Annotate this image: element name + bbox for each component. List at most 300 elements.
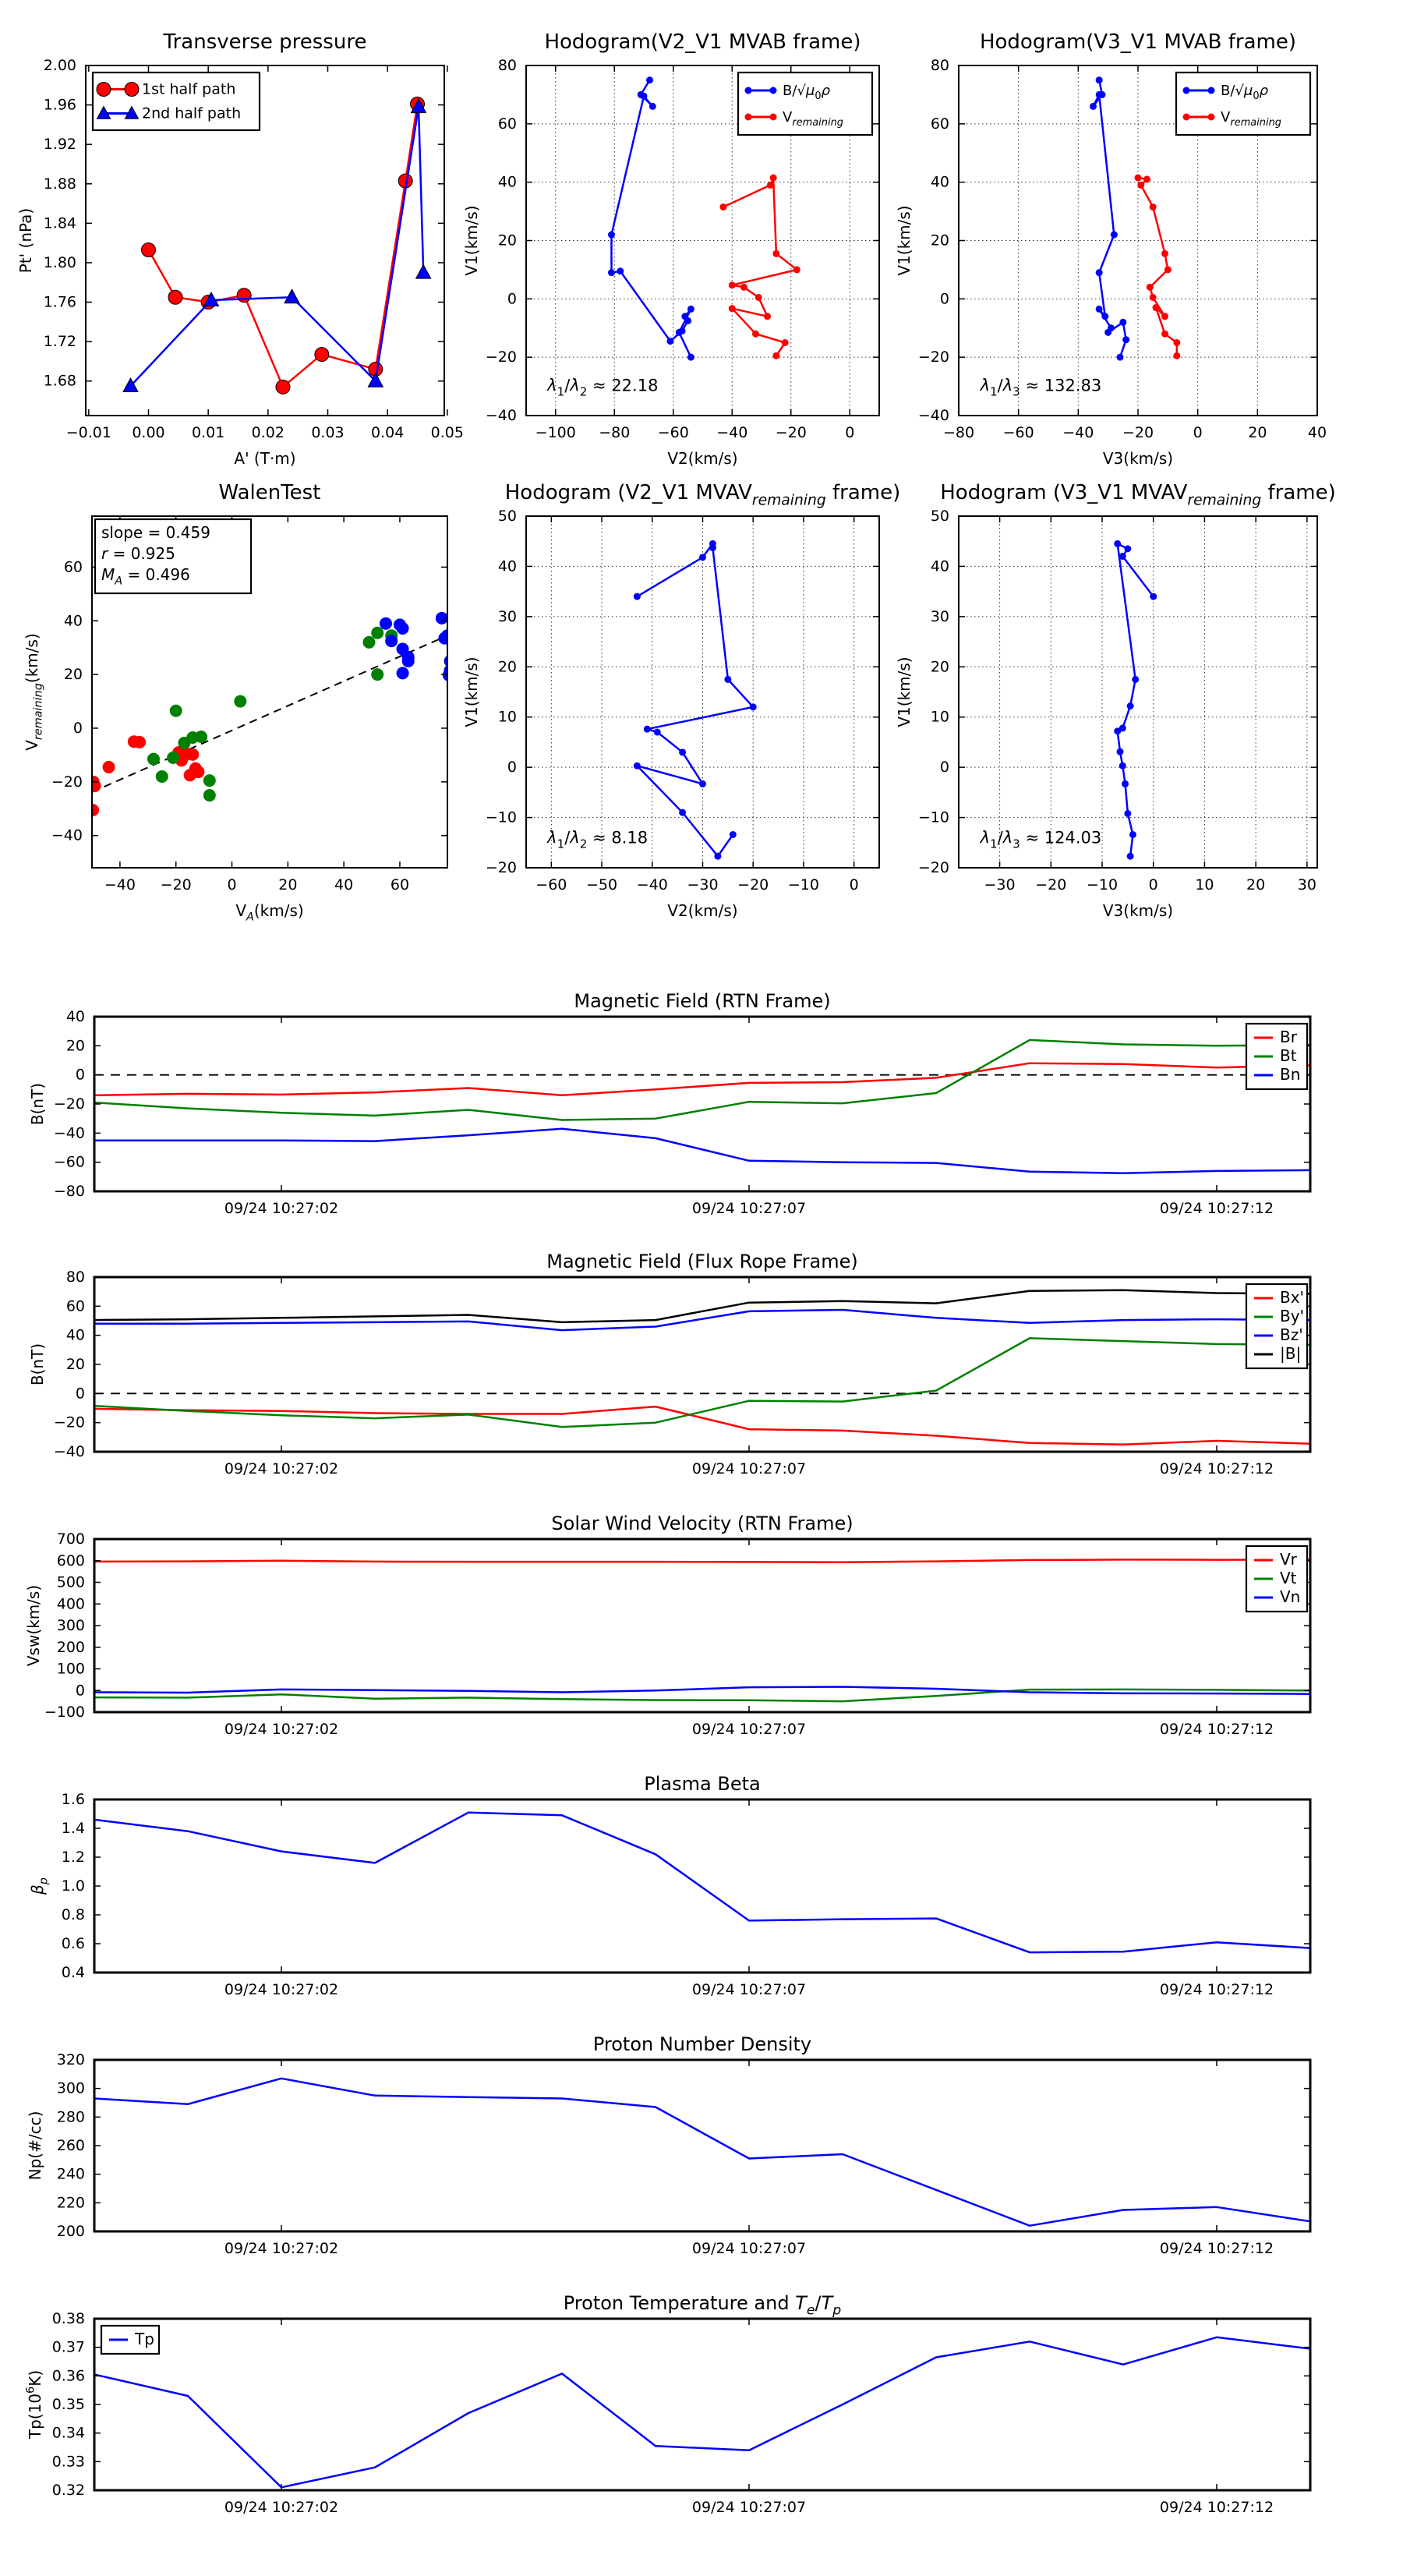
magnetic-field-flux-rope-legend-label: |B|: [1280, 1344, 1302, 1363]
walen-test-xtick-label: 0: [227, 876, 237, 893]
data-point-dot: [380, 617, 392, 630]
data-point-circle: [142, 243, 156, 257]
hodogram-v2v1-mvav-xtick-label: −40: [636, 876, 668, 893]
proton-temperature-ylabel: $Tp(10^6K)$: [24, 2369, 44, 2440]
solar-wind-velocity-legend-label: Vr: [1280, 1550, 1297, 1569]
data-point-dot: [397, 622, 409, 635]
proton-temperature-legend: [101, 2326, 159, 2354]
series-line: [723, 178, 797, 356]
series-line: [94, 2079, 1310, 2226]
transverse-pressure-xlabel: A' (T·m): [234, 449, 296, 468]
magnetic-field-rtn-ytick-label: 0: [75, 1066, 85, 1084]
data-point-dot: [666, 338, 673, 345]
walen-test-xtick-label: 40: [334, 876, 354, 893]
hodogram-v3v1-mvav-title: Hodogram (V3_V1 $MVAV_{remaining}$ frame): [940, 481, 1336, 509]
hodogram-v2v1-mvab-ytick-label: 40: [497, 173, 517, 191]
hodogram-v2v1-mvav-ytick-label: 0: [507, 759, 517, 777]
hodogram-v2v1-mvav-xlabel: V2(km/s): [667, 901, 738, 920]
data-point-dot: [654, 729, 661, 736]
solar-wind-velocity-ytick-label: −100: [44, 1704, 85, 1721]
data-point-circle: [97, 83, 111, 97]
magnetic-field-flux-rope-legend: [1246, 1284, 1307, 1368]
data-point-dot: [186, 748, 199, 761]
walen-test-ytick-label: 60: [63, 558, 83, 576]
transverse-pressure-legend: [93, 73, 260, 130]
hodogram-v3v1-mvav-ytick-label: −20: [917, 859, 949, 876]
transverse-pressure-xtick-label: 0.00: [132, 424, 165, 441]
hodogram-v2v1-mvav-xtick-label: −30: [687, 876, 719, 893]
data-point-dot: [1119, 553, 1126, 560]
data-point-dot: [745, 87, 752, 94]
plasma-beta-xtick-label: 09/24 10:27:12: [1159, 1981, 1274, 1998]
walen-test-series-fit-line: [92, 635, 447, 792]
data-point-dot: [1119, 319, 1126, 326]
magnetic-field-flux-rope-ytick-label: 40: [65, 1326, 85, 1344]
solar-wind-velocity-ytick-label: 400: [56, 1595, 85, 1613]
hodogram-v2v1-mvab-ytick-label: −40: [485, 407, 517, 424]
hodogram-v2v1-mvav-ytick-label: 20: [497, 658, 517, 676]
data-point-circle: [168, 290, 182, 304]
data-point-dot: [103, 761, 115, 773]
plasma-beta-series-beta: [94, 1813, 1310, 1952]
proton-temperature-axes-frame: [94, 2319, 1310, 2490]
magnetic-field-rtn-ytick-label: −40: [53, 1124, 85, 1142]
hodogram-v3v1-mvav-ytick-label: 20: [930, 658, 949, 676]
hodogram-v2v1-mvav-xtick-label: −10: [787, 876, 819, 893]
walen-test-ytick-label: 0: [72, 719, 83, 737]
hodogram-v2v1-mvav-xtick-label: −60: [535, 876, 567, 893]
data-point-circle: [125, 83, 139, 97]
magnetic-field-rtn-legend-label: Bn: [1280, 1065, 1301, 1084]
data-point-dot: [649, 103, 656, 110]
transverse-pressure-ytick-label: 1.76: [43, 293, 76, 311]
hodogram-v2v1-mvav-title: Hodogram (V2_V1 $MVAV_{remaining}$ frame): [504, 481, 901, 509]
data-point-dot: [362, 636, 375, 649]
walen-test-info-line: $M_A = 0.496$: [101, 565, 190, 588]
data-point-dot: [1208, 114, 1215, 121]
hodogram-v3v1-mvab-ytick-label: −20: [917, 349, 949, 366]
solar-wind-velocity-axes-frame: [94, 1539, 1310, 1712]
data-point-dot: [1208, 87, 1215, 94]
hodogram-v3v1-mvav-ytick-label: 0: [939, 759, 949, 777]
solar-wind-velocity-ylabel: Vsw(km/s): [24, 1584, 43, 1667]
data-point-dot: [1129, 831, 1136, 838]
data-point-dot: [385, 635, 398, 647]
data-point-dot: [1173, 352, 1180, 359]
proton-temperature-ytick-label: 0.36: [51, 2367, 85, 2385]
data-point-dot: [397, 667, 409, 679]
solar-wind-velocity-series-Vr: [94, 1559, 1310, 1562]
data-point-dot: [1124, 810, 1131, 817]
data-point-dot: [402, 655, 415, 667]
magnetic-field-flux-rope-title: Magnetic Field (Flux Rope Frame): [546, 1251, 858, 1272]
data-point-dot: [1183, 114, 1190, 121]
transverse-pressure-ytick-label: 1.84: [43, 214, 76, 232]
hodogram-v3v1-mvav-xtick-label: 10: [1195, 876, 1214, 893]
magnetic-field-rtn-ytick-label: −20: [53, 1095, 85, 1113]
plasma-beta-ytick-label: 1.0: [61, 1877, 85, 1895]
data-point-dot: [1114, 540, 1121, 547]
magnetic-field-flux-rope-ytick-label: 60: [65, 1297, 85, 1315]
transverse-pressure-ytick-label: 1.80: [43, 253, 76, 271]
hodogram-v2v1-mvab-ytick-label: 0: [507, 290, 517, 308]
magnetic-field-flux-rope-legend-label: Bz': [1280, 1325, 1303, 1344]
data-point-dot: [147, 753, 160, 766]
data-point-dot: [770, 114, 777, 121]
hodogram-v3v1-mvab-xtick-label: −80: [942, 424, 975, 441]
data-point-dot: [646, 76, 653, 83]
walen-test-info-line: slope = 0.459: [101, 523, 210, 542]
proton-temperature-ytick-label: 0.38: [51, 2310, 85, 2327]
magnetic-field-rtn-series-Bt: [94, 1040, 1310, 1120]
proton-number-density-ytick-label: 300: [56, 2079, 85, 2097]
data-point-dot: [1111, 232, 1118, 239]
proton-temperature-ytick-label: 0.33: [51, 2453, 85, 2471]
solar-wind-velocity-legend-label: Vn: [1280, 1587, 1301, 1606]
hodogram-v3v1-mvav-xtick-label: −30: [984, 876, 1016, 893]
magnetic-field-flux-rope-xtick-label: 09/24 10:27:07: [691, 1460, 807, 1477]
transverse-pressure-ylabel: Pt' (nPa): [16, 207, 35, 274]
magnetic-field-rtn-xtick-label: 09/24 10:27:07: [691, 1200, 807, 1217]
solar-wind-velocity-ytick-label: 200: [56, 1638, 85, 1656]
proton-temperature-series-Tp: [94, 2337, 1310, 2488]
series-line: [94, 1559, 1310, 1562]
hodogram-v2v1-mvav-xtick-label: −50: [586, 876, 618, 893]
data-point-dot: [1150, 593, 1157, 600]
data-point-dot: [644, 726, 651, 733]
data-point-dot: [679, 748, 686, 755]
solar-wind-velocity-title: Solar Wind Velocity (RTN Frame): [551, 1513, 853, 1534]
transverse-pressure-xtick-label: 0.03: [311, 424, 345, 441]
transverse-pressure-ytick-label: 1.88: [43, 175, 76, 193]
magnetic-field-rtn-series-Br: [94, 1063, 1310, 1095]
hodogram-v3v1-mvav-xtick-label: 0: [1148, 876, 1158, 893]
magnetic-field-rtn-series-Bn: [94, 1129, 1310, 1173]
data-point-dot: [87, 804, 99, 816]
hodogram-v2v1-mvav-ytick-label: 50: [497, 508, 517, 525]
data-point-dot: [1096, 269, 1103, 276]
magnetic-field-rtn-legend: [1246, 1024, 1307, 1089]
data-point-dot: [770, 87, 777, 94]
hodogram-v2v1-mvab-xlabel: V2(km/s): [667, 449, 738, 468]
plasma-beta-ytick-label: 1.2: [61, 1849, 85, 1866]
magnetic-field-flux-rope-legend-label: Bx': [1280, 1288, 1305, 1307]
hodogram-v2v1-mvab-xtick-label: −40: [716, 424, 748, 441]
hodogram-v2v1-mvav-ylabel: V1(km/s): [462, 656, 481, 727]
walen-test-xtick-label: −20: [160, 876, 192, 893]
solar-wind-velocity-ytick-label: 500: [56, 1573, 85, 1591]
proton-number-density-ytick-label: 240: [56, 2165, 85, 2183]
hodogram-v2v1-mvab-xtick-label: −20: [775, 424, 807, 441]
proton-number-density-xtick-label: 09/24 10:27:12: [1159, 2240, 1274, 2257]
magnetic-field-flux-rope-axes-frame: [94, 1277, 1310, 1452]
solar-wind-velocity-xtick-label: 09/24 10:27:02: [224, 1721, 339, 1738]
data-point-dot: [752, 331, 759, 338]
hodogram-v3v1-mvab-ytick-label: 20: [930, 232, 949, 249]
data-point-dot: [1117, 748, 1124, 755]
magnetic-field-flux-rope-ytick-label: 20: [65, 1356, 85, 1373]
hodogram-v2v1-mvab-xtick-label: −100: [535, 424, 576, 441]
data-point-dot: [634, 593, 641, 600]
magnetic-field-rtn-ytick-label: 40: [65, 1008, 85, 1025]
hodogram-v2v1-mvab-xtick-label: 0: [845, 424, 855, 441]
plasma-beta-xtick-label: 09/24 10:27:02: [224, 1981, 339, 1998]
hodogram-v3v1-mvab-ytick-label: −40: [917, 407, 949, 424]
transverse-pressure-xtick-label: 0.04: [371, 424, 405, 441]
solar-wind-velocity-legend: [1246, 1546, 1307, 1612]
hodogram-v2v1-mvab-legend-label: $V_{remaining}$: [783, 109, 844, 129]
hodogram-v2v1-mvav-ytick-label: −20: [485, 859, 517, 876]
series-line: [92, 635, 447, 792]
hodogram-v2v1-mvav-ytick-label: 40: [497, 557, 517, 575]
proton-number-density-xtick-label: 09/24 10:27:02: [224, 2240, 339, 2257]
data-point-circle: [237, 288, 251, 303]
hodogram-v3v1-mvab-xtick-label: −40: [1062, 424, 1094, 441]
data-point-dot: [676, 329, 683, 336]
data-point-dot: [730, 831, 737, 838]
solar-wind-velocity-ytick-label: 700: [56, 1530, 85, 1548]
transverse-pressure-legend-label: 2nd half path: [142, 104, 242, 122]
hodogram-v2v1-mvab-annotation: $\lambda_1/\lambda_2 \approx 22.18$: [547, 376, 659, 399]
data-point-dot: [1096, 91, 1103, 98]
plasma-beta-title: Plasma Beta: [644, 1773, 761, 1795]
series-line: [94, 1813, 1310, 1952]
data-point-dot: [1117, 354, 1124, 361]
hodogram-v2v1-mvab-legend: [738, 73, 872, 135]
plasma-beta-ytick-label: 0.4: [61, 1964, 85, 1981]
magnetic-field-flux-rope-ytick-label: 80: [65, 1269, 85, 1286]
hodogram-v3v1-mvab-annotation: $\lambda_1/\lambda_3 \approx 132.83$: [980, 376, 1102, 399]
series-line: [94, 1290, 1310, 1322]
panel-solar-wind-velocity: [24, 1513, 1310, 1738]
hodogram-v3v1-mvav-axes-frame: [959, 516, 1317, 868]
data-point-dot: [767, 182, 774, 189]
data-point-dot: [192, 766, 204, 778]
data-point-dot: [133, 736, 146, 748]
solar-wind-velocity-ytick-label: 300: [56, 1617, 85, 1634]
data-point-dot: [679, 809, 686, 816]
magnetic-field-rtn-legend-label: Bt: [1280, 1046, 1297, 1065]
magnetic-field-rtn-axes-frame: [94, 1017, 1310, 1191]
data-point-dot: [1161, 313, 1168, 320]
plasma-beta-ylabel: $\beta_p$: [28, 1877, 51, 1895]
magnetic-field-flux-rope-series-Bz: [94, 1310, 1310, 1330]
proton-number-density-axes-frame: [94, 2060, 1310, 2231]
data-point-dot: [1127, 853, 1134, 860]
hodogram-v3v1-mvab-legend-label: $V_{remaining}$: [1221, 109, 1282, 129]
data-point-dot: [436, 612, 448, 625]
hodogram-v2v1-mvav-ytick-label: 10: [497, 708, 517, 726]
panel-plasma-beta: [28, 1773, 1310, 1998]
hodogram-v3v1-mvab-legend-label: $B/√\mu_0\rho$: [1221, 83, 1269, 103]
solar-wind-velocity-legend-label: Vt: [1280, 1569, 1297, 1587]
data-point-dot: [1161, 331, 1168, 338]
data-point-dot: [699, 554, 706, 561]
walen-test-ytick-label: 40: [63, 612, 83, 630]
data-point-dot: [1132, 676, 1139, 683]
proton-number-density-series-Np: [94, 2079, 1310, 2226]
hodogram-v3v1-mvab-ytick-label: 80: [930, 57, 949, 74]
panel-hodogram-v3v1-mvab: [895, 30, 1327, 468]
data-point-dot: [1143, 175, 1150, 182]
proton-temperature-title: Proton Temperature and $T_e/T_p$: [563, 2292, 842, 2319]
data-point-dot: [1122, 336, 1129, 343]
solar-wind-velocity-ytick-label: 100: [56, 1660, 85, 1678]
data-point-dot: [687, 354, 694, 361]
data-point-circle: [276, 380, 290, 394]
proton-number-density-ylabel: Np(#/cc): [26, 2111, 44, 2181]
magnetic-field-flux-rope-series-Bmag: [94, 1290, 1310, 1322]
data-point-dot: [1183, 87, 1190, 94]
data-point-dot: [793, 266, 800, 273]
data-point-dot: [1153, 304, 1160, 311]
hodogram-v3v1-mvav-xtick-label: −20: [1035, 876, 1067, 893]
data-point-triangle: [284, 289, 299, 303]
data-point-dot: [1090, 103, 1097, 110]
proton-temperature-xtick-label: 09/24 10:27:07: [691, 2499, 807, 2516]
hodogram-v3v1-mvav-ytick-label: 50: [930, 508, 949, 525]
walen-test-ytick-label: −20: [51, 773, 83, 791]
data-point-dot: [195, 731, 207, 743]
hodogram-v3v1-mvab-series-B-path: [1090, 76, 1129, 360]
hodogram-v3v1-mvab-legend: [1176, 73, 1310, 135]
hodogram-v3v1-mvab-xtick-label: 0: [1193, 424, 1203, 441]
magnetic-field-rtn-xtick-label: 09/24 10:27:12: [1159, 1200, 1274, 1217]
data-point-dot: [1135, 175, 1142, 182]
series-line: [637, 543, 753, 856]
series-line: [149, 104, 418, 387]
magnetic-field-rtn-ytick-label: −60: [53, 1153, 85, 1171]
proton-temperature-ytick-label: 0.35: [51, 2396, 85, 2413]
data-point-dot: [1147, 284, 1154, 291]
hodogram-v3v1-mvab-ytick-label: 0: [939, 290, 949, 308]
data-point-dot: [1104, 329, 1111, 336]
hodogram-v2v1-mvav-xtick-label: −20: [737, 876, 769, 893]
data-point-dot: [1096, 76, 1103, 83]
hodogram-v2v1-mvav-annotation: $\lambda_1/\lambda_2 \approx 8.18$: [547, 828, 648, 851]
series-line: [94, 1129, 1310, 1173]
data-point-dot: [729, 305, 736, 312]
plasma-beta-xtick-label: 09/24 10:27:07: [691, 1981, 807, 1998]
walen-test-xtick-label: −40: [104, 876, 136, 893]
magnetic-field-rtn-legend-label: Br: [1280, 1028, 1297, 1046]
transverse-pressure-xtick-label: 0.01: [192, 424, 225, 441]
data-point-dot: [371, 668, 383, 681]
transverse-pressure-ytick-label: 1.68: [43, 372, 76, 390]
data-point-dot: [608, 232, 615, 239]
hodogram-v3v1-mvav-series-V-path: [1114, 540, 1157, 860]
magnetic-field-flux-rope-ytick-label: −40: [53, 1443, 85, 1460]
series-line: [94, 2337, 1310, 2488]
data-point-dot: [750, 703, 757, 710]
hodogram-v3v1-mvav-xtick-label: 30: [1297, 876, 1316, 893]
magnetic-field-flux-rope-legend-label: By': [1280, 1307, 1305, 1325]
data-point-dot: [709, 544, 716, 551]
panel-proton-temperature: [25, 2292, 1310, 2516]
hodogram-v3v1-mvab-xtick-label: 40: [1307, 424, 1327, 441]
hodogram-v3v1-mvav-xlabel: V3(km/s): [1102, 901, 1174, 920]
data-point-dot: [203, 789, 216, 801]
hodogram-v3v1-mvav-ytick-label: −10: [917, 809, 949, 826]
transverse-pressure-xtick-label: 0.02: [251, 424, 284, 441]
series-line: [94, 1063, 1310, 1095]
plasma-beta-ytick-label: 0.6: [61, 1935, 85, 1952]
data-point-dot: [444, 655, 457, 667]
walen-test-ylabel: $V_{remaining}(km/s)$: [23, 633, 45, 751]
data-point-dot: [1096, 306, 1103, 313]
hodogram-v2v1-mvab-series-B-path: [608, 76, 694, 360]
hodogram-v3v1-mvab-ytick-label: 60: [930, 115, 949, 133]
data-point-dot: [772, 250, 779, 257]
transverse-pressure-ytick-label: 1.72: [43, 333, 76, 351]
proton-temperature-xtick-label: 09/24 10:27:02: [224, 2499, 339, 2516]
hodogram-v3v1-mvav-ytick-label: 30: [930, 607, 949, 625]
data-point-dot: [641, 93, 648, 100]
walen-test-xtick-label: 20: [278, 876, 298, 893]
walen-test-xtick-label: 60: [390, 876, 410, 893]
proton-number-density-ytick-label: 280: [56, 2108, 85, 2126]
magnetic-field-rtn-ytick-label: −80: [53, 1183, 85, 1200]
series-line: [94, 1040, 1310, 1120]
data-point-dot: [687, 306, 694, 313]
series-line: [94, 1310, 1310, 1330]
panel-magnetic-field-rtn: [28, 990, 1310, 1217]
proton-number-density-ytick-label: 220: [56, 2194, 85, 2212]
hodogram-v3v1-mvab-xtick-label: −20: [1122, 424, 1154, 441]
proton-temperature-legend-label: Tp: [135, 2330, 154, 2348]
data-point-dot: [1173, 339, 1180, 346]
hodogram-v2v1-mvab-ytick-label: 80: [497, 57, 517, 74]
hodogram-v2v1-mvab-ytick-label: −20: [485, 349, 517, 366]
plasma-beta-ytick-label: 1.6: [61, 1791, 85, 1808]
data-point-dot: [1119, 763, 1126, 770]
plasma-beta-ytick-label: 0.8: [61, 1906, 85, 1923]
series-line: [94, 1338, 1310, 1427]
data-point-dot: [1127, 702, 1134, 709]
hodogram-v3v1-mvab-series-V-path: [1135, 175, 1181, 359]
solar-wind-velocity-series-Vt: [94, 1690, 1310, 1701]
hodogram-v3v1-mvab-xtick-label: −60: [1002, 424, 1034, 441]
series-line: [612, 80, 691, 358]
hodogram-v2v1-mvab-title: Hodogram(V2_V1 MVAB frame): [544, 30, 861, 54]
data-point-dot: [729, 281, 736, 288]
data-point-dot: [1150, 203, 1157, 211]
data-point-dot: [1137, 182, 1144, 189]
transverse-pressure-ytick-label: 1.92: [43, 136, 76, 154]
magnetic-field-flux-rope-ytick-label: 0: [75, 1385, 85, 1403]
data-point-dot: [234, 695, 246, 708]
proton-number-density-xtick-label: 09/24 10:27:07: [691, 2240, 807, 2257]
walen-test-ytick-label: 20: [63, 666, 83, 684]
solar-wind-velocity-xtick-label: 09/24 10:27:12: [1159, 1721, 1274, 1738]
hodogram-v3v1-mvab-title: Hodogram(V3_V1 MVAB frame): [979, 30, 1297, 54]
data-point-dot: [724, 676, 731, 683]
transverse-pressure-ytick-label: 2.00: [43, 57, 76, 74]
panel-transverse-pressure: [16, 30, 464, 468]
proton-temperature-ytick-label: 0.37: [51, 2338, 85, 2356]
magnetic-field-rtn-ytick-label: 20: [65, 1037, 85, 1055]
hodogram-v2v1-mvav-ytick-label: −10: [485, 809, 517, 826]
proton-temperature-ytick-label: 0.32: [51, 2482, 85, 2499]
proton-number-density-title: Proton Number Density: [592, 2033, 812, 2055]
transverse-pressure-xtick-label: −0.01: [65, 424, 111, 441]
data-point-dot: [755, 294, 762, 301]
walen-test-info-box: [95, 519, 251, 593]
data-point-dot: [719, 203, 726, 211]
data-point-dot: [1164, 266, 1172, 273]
data-point-dot: [1122, 780, 1129, 787]
data-point-dot: [699, 780, 706, 787]
